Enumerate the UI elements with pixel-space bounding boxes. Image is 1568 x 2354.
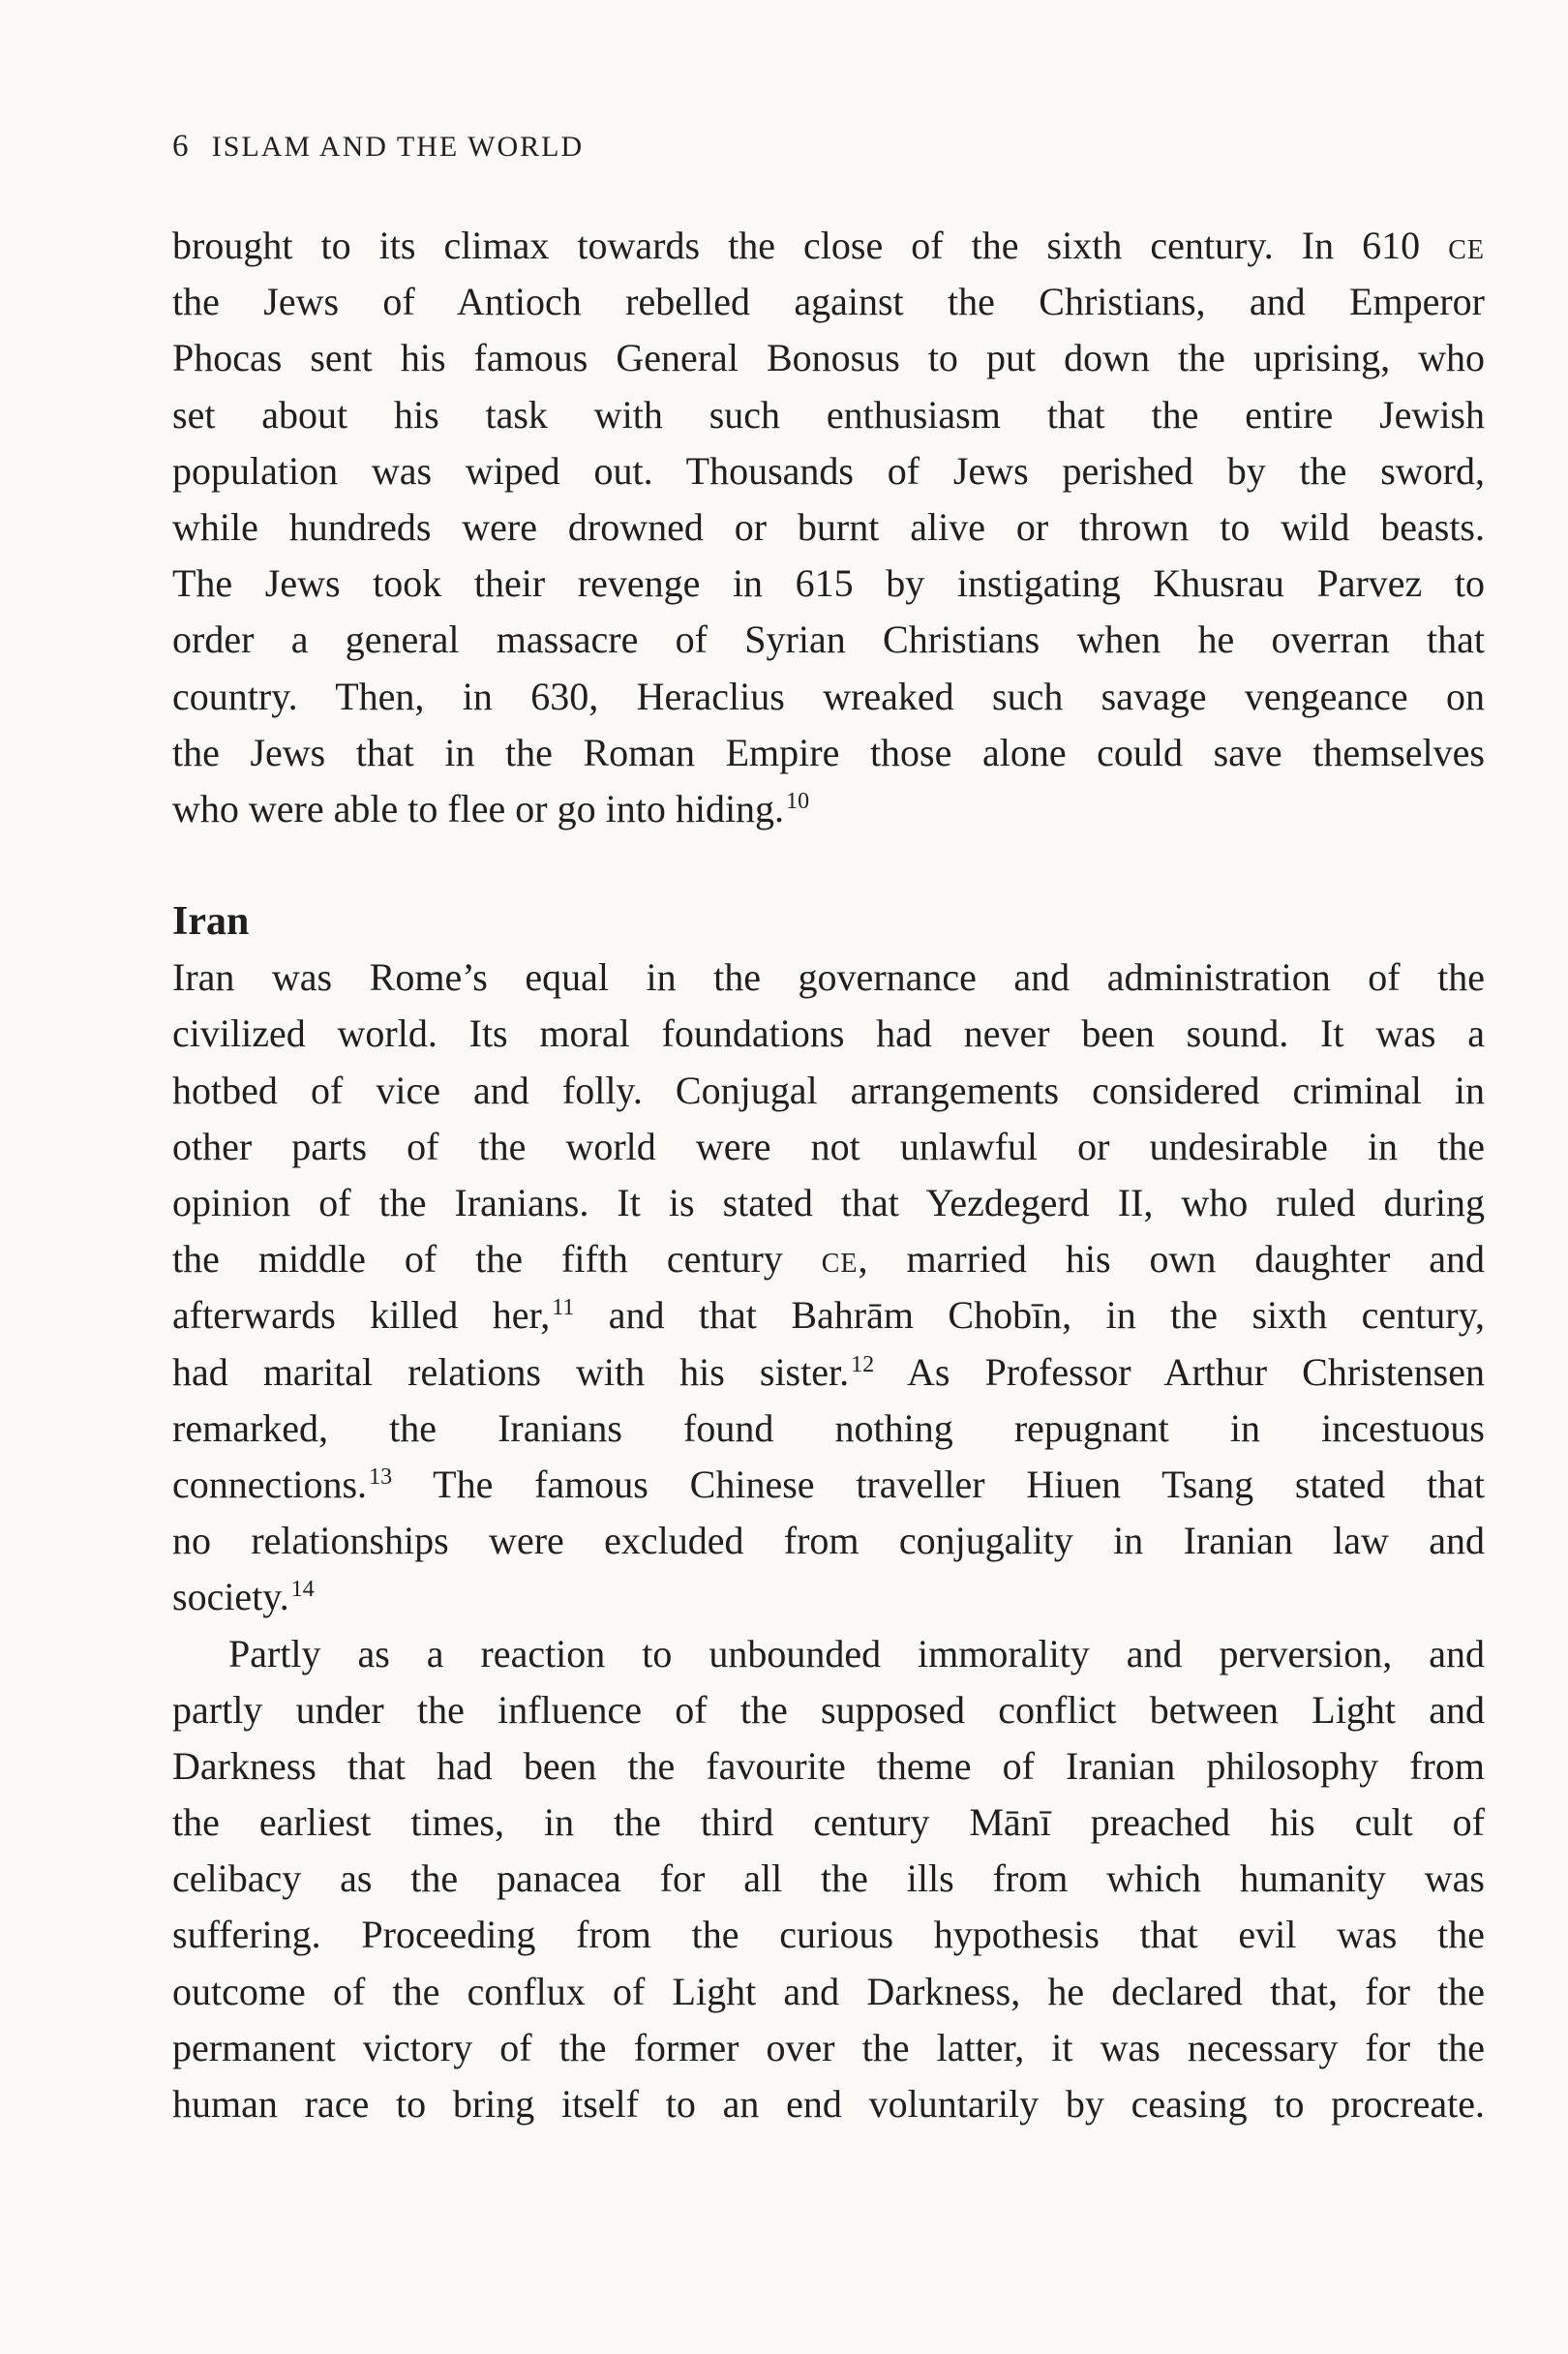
footnote-ref-12: 12 bbox=[851, 1351, 875, 1377]
era-abbreviation: CE bbox=[1448, 235, 1485, 265]
text-line: country. Then, in 630, Heraclius wreaked such savage vengeance on bbox=[172, 674, 1485, 718]
footnote-ref-11: 11 bbox=[552, 1295, 575, 1321]
text-line: hotbed of vice and folly. Conjugal arrangements considered criminal in bbox=[172, 1068, 1485, 1112]
running-header bbox=[172, 129, 584, 165]
text-line: Iran was Rome’s equal in the governance and administration of the bbox=[172, 955, 1485, 1000]
text-line: suffering. Proceeding from the curious hypothesis that evil was the bbox=[172, 1913, 1485, 1957]
text-line: human race to bring itself to an end voluntarily by ceasing to procreate. bbox=[172, 2082, 1485, 2126]
section-heading-iran: Iran bbox=[172, 899, 250, 945]
page-number: 6 bbox=[172, 129, 190, 164]
text-line: Phocas sent his famous General Bonosus to put down the uprising, who bbox=[172, 336, 1485, 380]
text-line: opinion of the Iranians. It is stated that Yezdegerd II, who ruled during bbox=[172, 1181, 1485, 1224]
text-line: The Jews took their revenge in 615 by instigating Khusrau Parvez to bbox=[172, 561, 1485, 606]
text-line: partly under the influence of the supposed conflict between Light and bbox=[172, 1687, 1485, 1732]
text-line: connections.$^{13}$ The famous Chinese traveller Hiuen Tsang stated that bbox=[172, 1462, 1485, 1506]
text-line: outcome of the conflux of Light and Darkness, he declared that, for the bbox=[172, 1969, 1485, 2013]
paragraph-jewish-persecution bbox=[172, 218, 1485, 837]
footnote-ref-13: 13 bbox=[369, 1464, 393, 1490]
text-line: society.$^{14}$ bbox=[172, 1575, 315, 1619]
text-line: the Jews that in the Roman Empire those alone could save themselves bbox=[172, 730, 1485, 774]
paragraph-iran-morals bbox=[172, 950, 1485, 1625]
text-line: civilized world. Its moral foundations had never been sound. It was a bbox=[172, 1011, 1485, 1056]
text-line: population was wiped out. Thousands of Jews perished by the sword, bbox=[172, 448, 1485, 493]
text-line: afterwards killed her,$^{11}$ and that Bahrām Chobīn, in the sixth century, bbox=[172, 1293, 1486, 1338]
text-line: celibacy as the panacea for all the ills from which humanity was bbox=[172, 1856, 1485, 1901]
text-line: Partly as a reaction to unbounded immorality and perversion, and bbox=[228, 1631, 1485, 1675]
text-line: set about his task with such enthusiasm that the entire Jewish bbox=[172, 392, 1485, 437]
text-line: who were able to flee or go into hiding.$^{10}$ bbox=[172, 786, 810, 830]
running-title: ISLAM AND THE WORLD bbox=[211, 131, 585, 163]
era-abbreviation: CE bbox=[821, 1249, 859, 1280]
text-line: the Jews of Antioch rebelled against the Christians, and Emperor bbox=[172, 280, 1485, 324]
footnote-ref-14: 14 bbox=[290, 1577, 315, 1603]
text-line: no relationships were excluded from conjugality in Iranian law and bbox=[172, 1519, 1485, 1563]
text-line: other parts of the world were not unlawful or undesirable in the bbox=[172, 1124, 1485, 1168]
text-line: remarked, the Iranians found nothing repugnant in incestuous bbox=[172, 1405, 1485, 1450]
text-line: order a general massacre of Syrian Christians when he overran that bbox=[172, 618, 1485, 662]
text-line: had marital relations with his sister.$^{12}$ As Professor Arthur Christensen bbox=[172, 1349, 1485, 1394]
paragraph-mani bbox=[172, 1626, 1485, 2133]
text-line: Darkness that had been the favourite theme of Iranian philosophy from bbox=[172, 1743, 1485, 1788]
body-text bbox=[172, 218, 1485, 2132]
text-line: while hundreds were drowned or burnt alive or thrown to wild beasts. bbox=[172, 504, 1485, 549]
text-line: the earliest times, in the third century Mānī preached his cult of bbox=[172, 1800, 1485, 1845]
footnote-ref-10: 10 bbox=[786, 788, 810, 814]
text-line: the middle of the fifth century CE, married his own daughter and bbox=[172, 1237, 1485, 1282]
text-line: brought to its climax towards the close of the sixth century. In 610 CE bbox=[172, 224, 1485, 267]
text-line: permanent victory of the former over the latter, it was necessary for the bbox=[172, 2025, 1485, 2069]
